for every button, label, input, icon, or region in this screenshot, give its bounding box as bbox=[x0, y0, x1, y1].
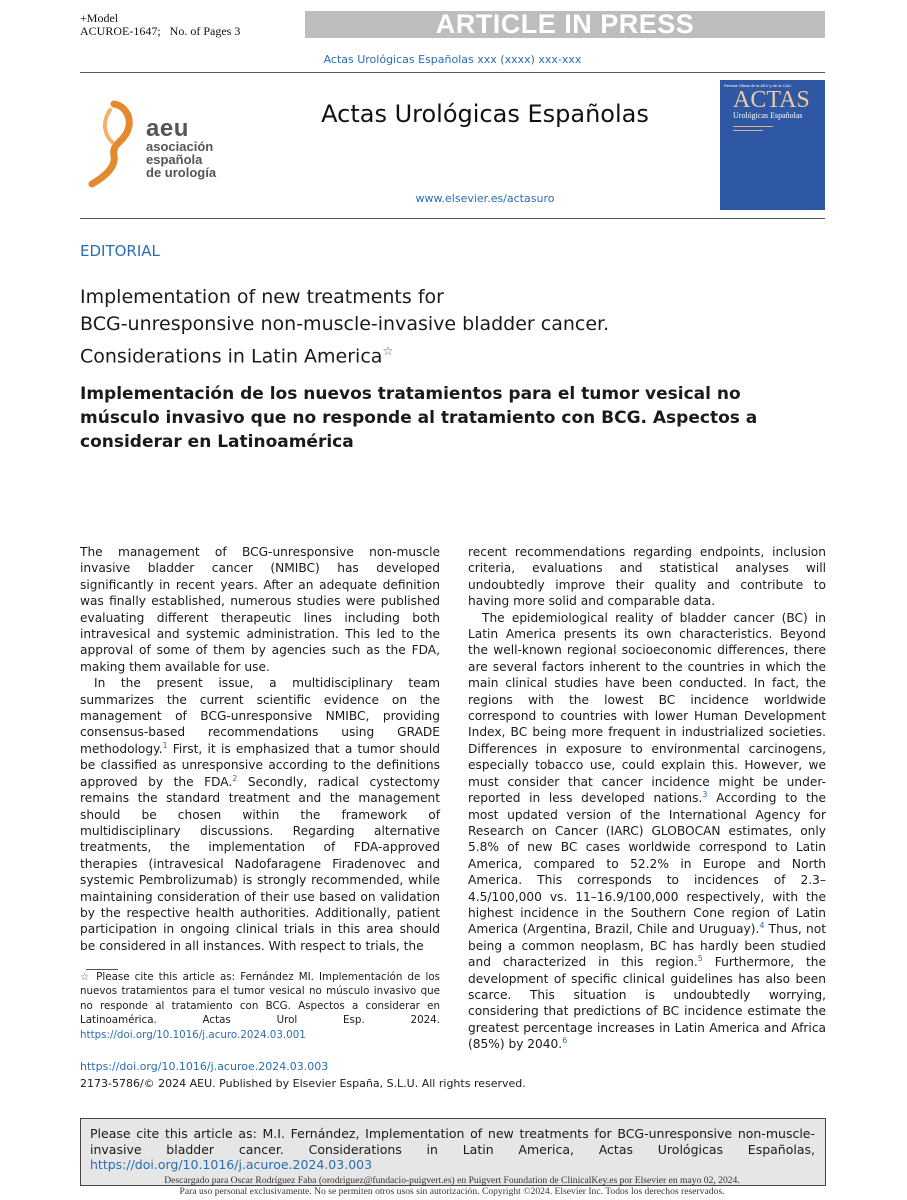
cite-box-text bbox=[90, 1126, 815, 1173]
cite-doi-link[interactable]: https://doi.org/10.1016/j.acuroe.2024.03.003 bbox=[90, 1157, 373, 1173]
cover-top-text: Revista Oficial de la AEU y de la CAU bbox=[724, 83, 791, 88]
footnote-star-icon: ☆ bbox=[80, 971, 92, 983]
reference-link[interactable]: 2 bbox=[232, 773, 238, 783]
paragraph-text: Thus, not being a common neoplasm, BC has hardly been studied and characterized in this region. bbox=[468, 922, 827, 970]
cite-text: Please cite this article as: M.I. Fernández, Implementation of new treatments for BCG-unresponsive non-muscle-invasive bladder cancer. Considerations in Latin America, Actas Urológicas Españolas, bbox=[90, 1126, 815, 1157]
footnote bbox=[80, 970, 440, 1042]
reference-link[interactable]: 3 bbox=[702, 790, 708, 800]
paragraph: The management of BCG-unresponsive non-muscle invasive bladder cancer (NMIBC) has developed significantly in recent years. After an adequate definition was finally established, numerous studies were published evaluating different therapeutic lines including both intravesical and systemic administration. This led to the approval of some of them by agencies such as the FDA, making them available for use. bbox=[80, 545, 440, 674]
title-es-line: Implementación de los nuevos tratamientos para el tumor vesical no bbox=[80, 384, 741, 404]
logo-line: española bbox=[146, 152, 203, 167]
paragraph-text: First, it is emphasized that a tumor should be classified as unresponsive according to the definitions approved by the FDA. bbox=[80, 741, 440, 789]
article-in-press-banner: ARTICLE IN PRESS bbox=[305, 11, 825, 38]
journal-cover bbox=[720, 80, 825, 210]
reference-link[interactable]: 1 bbox=[162, 740, 168, 750]
title-es-line: considerar en Latinoamérica bbox=[80, 432, 354, 452]
title-es-line: músculo invasivo que no responde al tratamiento con BCG. Aspectos a bbox=[80, 408, 758, 428]
paragraph bbox=[468, 610, 826, 1053]
article-meta bbox=[80, 12, 240, 38]
reference-link[interactable]: 5 bbox=[697, 954, 703, 964]
paragraph-text: The epidemiological reality of bladder cancer (BC) in Latin America presents its own characteristics. Beyond the well-known regional socioeconomic differences, there are several factors inherent to the countries in which the main clinical studies have been conducted. In fact, the regions with the lowest BC incidence worldwide correspond to countries with lower Human Development Index, BC being more frequent in industrialized societies. Differences in exposure to environmental carcinogens, especially tobacco use, could explain this. However, we must consider that cancer incidence might be under-reported in less developed nations. bbox=[468, 610, 826, 806]
download-line: Para uso personal exclusivamente. No se permiten otros usos sin autorización. Copyright ©2024. Elsevier Inc. Todos los derechos reservados. bbox=[179, 1186, 725, 1197]
header-rule bbox=[80, 72, 825, 73]
body-column-left bbox=[80, 544, 440, 954]
paragraph: recent recommendations regarding endpoints, inclusion criteria, evaluations and statistical analyses will undoubtedly improve their quality and contribute to having more solid and comparable data. bbox=[468, 545, 826, 609]
cover-line bbox=[733, 130, 763, 131]
logo-abbrev: aeu bbox=[146, 115, 189, 142]
paragraph-text: According to the most updated version of the International Agency for Research on Cancer (IARC) GLOBOCAN estimates, only 5.8% of new BC cases worldwide correspond to Latin America, compared to 52.2% in Europe and North America. This corresponds to incidences of 2.3–4.5/100,000 vs. 11–16.9/100,000 respectively, with the highest incidence in the Southern Cone region of Latin America (Argentina, Brazil, Chile and Uruguay). bbox=[468, 791, 827, 937]
paragraph-text: Furthermore, the development of specific clinical guidelines has also been scarce. This situation is undoubtedly worrying, considering that predictions of BC incidence estimate the greatest percentage increases in Latin America and Africa (85%) by 2040. bbox=[468, 955, 826, 1052]
paragraph bbox=[80, 675, 440, 954]
title-line: BCG-unresponsive non-muscle-invasive bladder cancer. bbox=[80, 313, 610, 335]
footnote-doi-link[interactable]: https://doi.org/10.1016/j.acuro.2024.03.001 bbox=[80, 1028, 306, 1041]
article-title-en bbox=[80, 284, 800, 370]
paragraph-text: Secondly, radical cystectomy remains the standard treatment and the management should be chosen within the framework of multidisciplinary discussions. Regarding alternative treatments, the implementation of FDA-approved therapies (intravesical Nadofaragene Firadenovec and systemic Pembrolizumab) is strongly recommended, while maintaining consideration of their use based on validation by the respective health authorities. Additionally, patient participation in ongoing clinical trials in this area should be considered in all instances. With respect to trials, the bbox=[80, 774, 440, 953]
cover-subtitle: Urológicas Españolas bbox=[733, 111, 803, 120]
journal-reference[interactable]: Actas Urológicas Españolas xxx (xxxx) xxx-xxx bbox=[323, 53, 582, 66]
journal-url-link[interactable]: www.elsevier.es/actasuro bbox=[415, 192, 555, 205]
aeu-logo-text bbox=[146, 115, 217, 180]
title-line-text: Considerations in Latin America bbox=[80, 345, 383, 368]
logo-line: asociación bbox=[146, 139, 214, 154]
body-column-right bbox=[468, 544, 826, 1053]
title-star-icon[interactable]: ☆ bbox=[382, 344, 394, 358]
cover-line bbox=[733, 126, 773, 127]
article-id: ACUROE-1647; No. of Pages 3 bbox=[80, 24, 241, 38]
cover-title: ACTAS bbox=[733, 87, 810, 113]
article-doi-link[interactable]: https://doi.org/10.1016/j.acuroe.2024.03.003 bbox=[80, 1060, 329, 1073]
title-line: Implementation of new treatments for bbox=[80, 286, 444, 308]
masthead-rule bbox=[80, 218, 825, 219]
copyright-line: 2173-5786/© 2024 AEU. Published by Elsevier España, S.L.U. All rights reserved. bbox=[80, 1077, 526, 1090]
reference-link[interactable]: 4 bbox=[759, 921, 765, 931]
footnote-text: Please cite this article as: Fernández MI. Implementación de los nuevos tratamientos para el tumor vesical no músculo invasivo que no responde al tratamiento con BCG. Aspectos a considerar en Latinoamérica. Actas Urol Esp. 2024. bbox=[80, 971, 440, 1027]
article-title-es bbox=[80, 382, 800, 454]
download-note bbox=[80, 1175, 824, 1197]
download-line: Descargado para Oscar Rodríguez Faba (orodriguez@fundacio-puigvert.es) en Puigvert Foundation de ClinicalKey.es por Elsevier en mayo 02, 2024. bbox=[164, 1175, 740, 1186]
model-label: +Model bbox=[80, 11, 119, 25]
title-line bbox=[80, 338, 800, 370]
reference-link[interactable]: 6 bbox=[562, 1036, 568, 1046]
logo-line: de urología bbox=[146, 165, 217, 180]
section-label: EDITORIAL bbox=[80, 242, 160, 260]
journal-title: Actas Urológicas Españolas bbox=[321, 100, 649, 128]
paragraph-text: In the present issue, a multidisciplinary team summarizes the current scientific evidence on the management of BCG-unresponsive NMIBC, providing consensus-based recommendations using GRADE methodology. bbox=[80, 676, 440, 756]
